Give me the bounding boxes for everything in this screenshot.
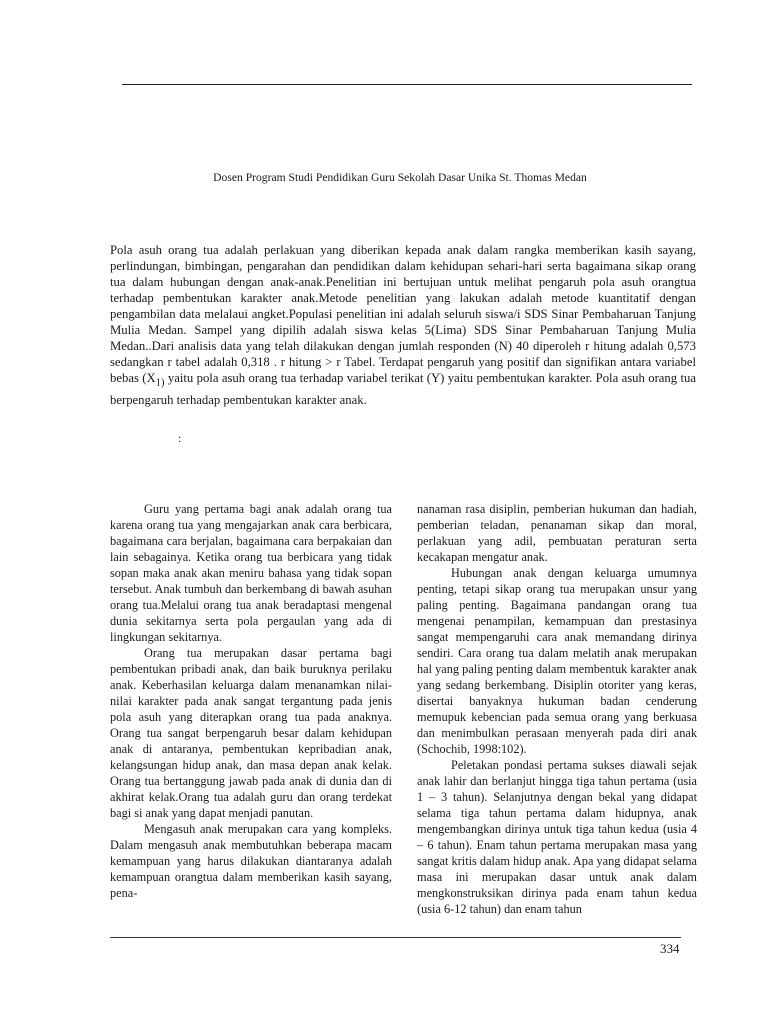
paragraph: Guru yang pertama bagi anak adalah orang tua karena orang tua yang mengajarkan anak cara berbicara, bagaimana cara berjalan, bagaimana cara berpakaian dan lain sebagainya. Ketika orang tua berbicara yang tidak sopan maka anak akan meniru bahasa yang tidak sopan tersebut. Anak tumbuh dan berkembang di bawah asuhan orang tua.Melalui orang tua anak beradaptasi mengenal dunia sekitarnya serta pola pergaulan yang ada di lingkungan sekitarnya.	[110, 502, 392, 644]
author-affiliation: Dosen Program Studi Pendidikan Guru Sekolah Dasar Unika St. Thomas Medan	[213, 171, 587, 184]
keywords-colon: :	[178, 431, 182, 445]
left-column	[110, 501, 392, 901]
paragraph: Orang tua merupakan dasar pertama bagi pembentukan pribadi anak, dan baik buruknya perilaku anak. Keberhasilan keluarga dalam menanamkan nilai-nilai karakter pada anak sangat tergantung pada jenis pola asuh yang diterapkan orang tua pada anaknya. Orang tua sangat berpengaruh besar dalam kehidupan anak di antaranya, pembentukan kepribadian anak, kelangsungan hidup anak, dan masa depan anak kelak. Orang tua bertanggung jawab pada anak di dunia dan di akhirat kelak.Orang tua adalah guru dan orang terdekat bagi si anak yang dapat menjadi panutan.	[110, 646, 392, 820]
header-rule	[122, 84, 692, 85]
footer-rule	[110, 937, 681, 938]
paragraph: Peletakan pondasi pertama sukses diawali sejak anak lahir dan berlanjut hingga tiga tahun pertama (usia 1 – 3 tahun). Selanjutnya dengan bekal yang didapat selama tiga tahun pertama dalam hidupnya, anak mengembangkan dirinya untuk tiga tahun kedua (usia 4 – 6 tahun). Enam tahun pertama merupakan masa yang sangat kritis dalam hidup anak. Apa yang didapat selama masa ini merupakan dasar untuk anak dalam mengkonstruksikan dirinya pada enam tahun kedua (usia 6-12 tahun) dan enam tahun	[417, 758, 697, 916]
abstract-subscript: 1)	[155, 377, 165, 389]
paragraph: Hubungan anak dengan keluarga umumnya penting, tetapi sikap orang tua merupakan unsur yang paling penting. Bagaimana pandangan orang tua mengenai penampilan, kemampuan dan prestasinya sangat mempengaruhi cara anak memandang dirinya sendiri. Cara orang tua dalam melatih anak merupakan hal yang paling penting dalam membentuk karakter anak yang sedang berkembang. Disiplin otoriter yang keras, disertai banyaknya hukuman badan cenderung memupuk kebencian pada semua orang yang berkuasa dan menimbulkan perasaan menyerah pada diri anak (Schochib, 1998:102).	[417, 566, 697, 756]
abstract-text-end: yaitu pola asuh orang tua terhadap variabel terikat (Y) yaitu pembentukan karakter. Pola asuh orang tua berpengaruh terhadap pembentukan karakter anak.	[110, 371, 697, 407]
paragraph: Mengasuh anak merupakan cara yang kompleks. Dalam mengasuh anak membutuhkan beberapa macam kemampuan yang harus dilakukan diantaranya adalah kemampuan orangtua dalam memberikan kasih sayang, pena-	[110, 822, 392, 900]
right-column	[417, 501, 697, 917]
page-number: 334	[660, 941, 680, 956]
abstract	[110, 242, 696, 408]
abstract-text: Pola asuh orang tua adalah perlakuan yang diberikan kepada anak dalam rangka memberikan kasih sayang, perlindungan, bimbingan, pengarahan dan pendidikan dalam kehidupan sehari-hari serta bagaimana sikap orang tua dalam hubungan dengan anak-anak.Penelitian ini bertujuan untuk melihat pengaruh pola asuh orangtua terhadap pembentukan karakter anak.Metode penelitian yang lakukan adalah metode kuantitatif dengan pengambilan data melalaui angket.Populasi penelitian ini adalah seluruh siswa/i SDS Sinar Pembaharuan Tanjung Mulia Medan. Sampel yang dipilih adalah siswa kelas 5(Lima) SDS Sinar Pembaharuan Tanjung Mulia Medan..Dari analisis data yang telah dilakukan dengan jumlah responden (N) 40 diperoleh r hitung adalah 0,573 sedangkan r tabel adalah 0,318 . r hitung > r Tabel. Terdapat pengaruh yang positif dan signifikan antara variabel bebas (X	[110, 243, 696, 385]
paragraph: nanaman rasa disiplin, pemberian hukuman dan hadiah, pemberian teladan, penanaman sikap dan moral, perlakuan yang adil, pembuatan peraturan serta kecakapan mengatur anak.	[417, 502, 697, 564]
